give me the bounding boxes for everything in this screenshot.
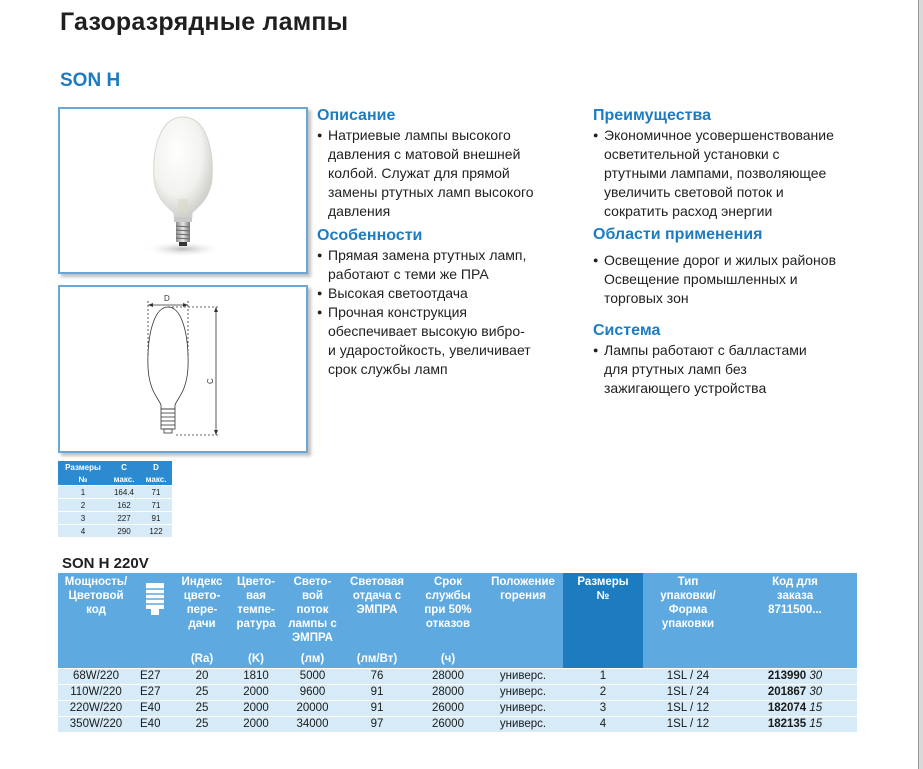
spec-cell: 2 <box>563 685 643 701</box>
spec-unit <box>643 650 733 669</box>
header-line: лампы с <box>288 618 337 630</box>
pack-quantity: 30 <box>809 670 823 682</box>
feature-line: обеспечивает высокую вибро- <box>328 323 525 339</box>
features-heading: Особенности <box>317 227 423 244</box>
spec-header-position <box>483 573 563 650</box>
applications-heading: Области применения <box>593 226 763 243</box>
header-line: отдача с <box>352 590 402 602</box>
spec-cell: 26000 <box>413 717 483 733</box>
table-row <box>58 701 857 717</box>
spec-header-order-code <box>733 573 857 650</box>
table-row <box>58 717 857 733</box>
spec-cell: 9600 <box>284 685 341 701</box>
spec-cell: 2000 <box>228 685 284 701</box>
header-line: Срок <box>433 576 463 588</box>
header-line: Индекс <box>181 576 223 588</box>
header-line: Размеры <box>577 576 629 588</box>
spec-cell: 1 <box>563 669 643 685</box>
header-line: Положение <box>491 576 555 588</box>
header-line: Тип <box>677 576 699 588</box>
spec-unit: (K) <box>228 650 284 669</box>
system-line: ● Лампы работают с балластами <box>593 341 868 360</box>
dims-cell: 122 <box>140 525 172 538</box>
dims-cell: 162 <box>108 499 140 512</box>
spec-cell: 220W/220 <box>58 701 134 717</box>
advantages-line: ● Экономичное усовершенствование <box>593 126 868 145</box>
spec-cell: 110W/220 <box>58 685 134 701</box>
dims-header: макс. <box>108 473 140 486</box>
order-code: 182135 <box>767 718 807 730</box>
dimensions-table <box>58 461 172 537</box>
spec-cell: 1SL / 12 <box>643 701 733 717</box>
dims-header: C <box>108 461 140 473</box>
spec-unit <box>563 650 643 669</box>
system-heading: Система <box>593 322 661 339</box>
dimension-drawing <box>58 285 308 453</box>
spec-header-power <box>58 573 134 650</box>
table-row <box>58 525 172 538</box>
spec-cell: 25 <box>176 685 228 701</box>
spec-header-base <box>134 573 176 650</box>
dims-cell: 3 <box>58 512 108 525</box>
lamp-base-icon <box>142 581 168 619</box>
description-line: колбой. Служат для прямой <box>328 165 510 181</box>
dims-cell: 71 <box>140 486 172 499</box>
spec-header-size <box>563 573 643 650</box>
header-line: Мощность/ <box>64 576 128 588</box>
table-row <box>58 499 172 512</box>
spec-unit <box>483 650 563 669</box>
spec-header-pack <box>643 573 733 650</box>
header-line: темпе- <box>237 604 275 616</box>
spec-cell: 1SL / 24 <box>643 685 733 701</box>
spec-cell: E40 <box>134 717 176 733</box>
dims-cell: 1 <box>58 486 108 499</box>
description-line: замены ртутных ламп высокого <box>328 184 534 200</box>
spec-header-cct <box>228 573 284 650</box>
features-section <box>317 226 572 379</box>
product-subtitle: SON H <box>60 70 121 91</box>
header-line: Код для <box>772 576 818 588</box>
page-title: Газоразрядные лампы <box>60 8 349 36</box>
header-line: отказов <box>425 618 471 630</box>
description-line: давления с матовой внешней <box>328 146 521 162</box>
spec-cell: универс. <box>483 669 563 685</box>
spec-unit: (ч) <box>413 650 483 669</box>
header-line: упаковки/ <box>660 590 716 602</box>
spec-cell: универс. <box>483 701 563 717</box>
page-edge <box>919 0 923 769</box>
spec-table-title: SON H 220V <box>62 555 149 572</box>
spec-unit: (лм) <box>284 650 341 669</box>
applications-line: торговых зон <box>604 290 689 306</box>
table-row <box>58 669 857 685</box>
order-code: 182074 <box>767 702 807 714</box>
spec-cell: 25 <box>176 701 228 717</box>
header-line: Световая <box>350 576 404 588</box>
dims-header: № <box>58 473 108 486</box>
header-line: дачи <box>188 618 216 630</box>
spec-cell: 3 <box>563 701 643 717</box>
dims-header: D <box>140 461 172 473</box>
order-code: 213990 <box>767 670 807 682</box>
feature-line: ● Высокая светоотдача <box>317 284 572 303</box>
feature-line: и ударостойкость, увеличивает <box>328 342 531 358</box>
header-line: Форма <box>668 604 708 616</box>
header-line: цвето- <box>183 590 221 602</box>
header-line: поток <box>296 604 329 616</box>
pack-quantity: 30 <box>809 686 823 698</box>
spec-cell: 350W/220 <box>58 717 134 733</box>
spec-header-cri <box>176 573 228 650</box>
spec-cell: универс. <box>483 717 563 733</box>
spec-table <box>58 573 857 732</box>
advantages-line: сократить расход энергии <box>604 203 773 219</box>
spec-unit <box>58 650 134 669</box>
spec-cell: E40 <box>134 701 176 717</box>
spec-cell: 5000 <box>284 669 341 685</box>
spec-cell: 1SL / 12 <box>643 717 733 733</box>
advantages-line: осветительной установки с <box>604 146 780 162</box>
spec-cell: E27 <box>134 669 176 685</box>
spec-cell: 28000 <box>413 669 483 685</box>
description-line: давления <box>328 203 391 219</box>
dims-cell: 4 <box>58 525 108 538</box>
header-line: ЭМПРА <box>292 632 333 644</box>
header-line: Свето- <box>293 576 332 588</box>
header-line: вая <box>245 590 267 602</box>
advantages-section <box>593 106 868 221</box>
dims-header: Размеры <box>58 461 108 473</box>
table-row <box>58 486 172 499</box>
table-row <box>58 512 172 525</box>
applications-section <box>593 225 868 308</box>
header-line: код <box>86 604 106 616</box>
spec-cell: 20000 <box>284 701 341 717</box>
dims-cell: 164.4 <box>108 486 140 499</box>
order-code: 201867 <box>767 686 807 698</box>
header-line: пере- <box>186 604 218 616</box>
spec-cell: универс. <box>483 685 563 701</box>
system-line: зажигающего устройства <box>604 380 767 396</box>
applications-line: ● Освещение дорог и жилых районов <box>593 251 868 270</box>
header-line: горения <box>500 590 546 602</box>
dimension-d-label: D <box>164 294 170 303</box>
system-line: для ртутных ламп без <box>604 361 747 377</box>
order-code-cell <box>733 669 857 685</box>
header-line: заказа <box>776 590 814 602</box>
spec-cell: 91 <box>341 685 413 701</box>
spec-cell: 2000 <box>228 701 284 717</box>
order-code-cell <box>733 685 857 701</box>
order-code-cell <box>733 717 857 733</box>
header-line: ратура <box>236 618 276 630</box>
header-line: Цвето- <box>237 576 275 588</box>
spec-cell: 1810 <box>228 669 284 685</box>
header-line: 8711500... <box>768 604 822 616</box>
lamp-photo-image <box>60 109 306 272</box>
header-line: ЭМПРА <box>356 604 398 616</box>
spec-unit: (Ra) <box>176 650 228 669</box>
description-heading: Описание <box>317 107 396 124</box>
header-line: при 50% <box>424 604 472 616</box>
header-line: № <box>596 590 610 602</box>
pack-quantity: 15 <box>809 702 823 714</box>
header-line: Цветовой <box>68 590 124 602</box>
spec-unit: (лм/Вт) <box>341 650 413 669</box>
pack-quantity: 15 <box>809 718 823 730</box>
feature-line: работают с теми же ПРА <box>328 266 489 282</box>
spec-cell: 1SL / 24 <box>643 669 733 685</box>
spec-cell: 20 <box>176 669 228 685</box>
spec-cell: E27 <box>134 685 176 701</box>
order-code-cell <box>733 701 857 717</box>
advantages-line: ртутными лампами, позволяющее <box>604 165 827 181</box>
advantages-line: увеличить световой поток и <box>604 184 784 200</box>
spec-cell: 68W/220 <box>58 669 134 685</box>
table-row <box>58 685 857 701</box>
dims-cell: 227 <box>108 512 140 525</box>
dimension-c-label: C <box>206 378 215 384</box>
spec-cell: 2000 <box>228 717 284 733</box>
spec-cell: 91 <box>341 701 413 717</box>
spec-cell: 25 <box>176 717 228 733</box>
spec-header-flux <box>284 573 341 650</box>
advantages-heading: Преимущества <box>593 107 711 124</box>
dims-cell: 2 <box>58 499 108 512</box>
system-section <box>593 321 868 398</box>
spec-cell: 97 <box>341 717 413 733</box>
description-section <box>317 106 572 221</box>
feature-line: ● Прямая замена ртутных ламп, <box>317 246 572 265</box>
spec-cell: 28000 <box>413 685 483 701</box>
dims-cell: 91 <box>140 512 172 525</box>
lamp-photo <box>58 107 308 274</box>
dims-cell: 71 <box>140 499 172 512</box>
description-line: ● Натриевые лампы высокого <box>317 126 572 145</box>
spec-unit <box>733 650 857 669</box>
dims-header: макс. <box>140 473 172 486</box>
spec-header-life <box>413 573 483 650</box>
spec-cell: 34000 <box>284 717 341 733</box>
dimension-drawing-image <box>60 287 306 451</box>
spec-cell: 26000 <box>413 701 483 717</box>
feature-line: срок службы ламп <box>328 361 448 377</box>
header-line: службы <box>425 590 471 602</box>
dims-cell: 290 <box>108 525 140 538</box>
applications-line: Освещение промышленных и <box>604 271 798 287</box>
spec-cell: 4 <box>563 717 643 733</box>
header-line: упаковки <box>661 618 715 630</box>
header-line: вой <box>301 590 323 602</box>
spec-header-efficacy <box>341 573 413 650</box>
spec-unit <box>134 650 176 669</box>
spec-cell: 76 <box>341 669 413 685</box>
feature-line: ● Прочная конструкция <box>317 303 572 322</box>
